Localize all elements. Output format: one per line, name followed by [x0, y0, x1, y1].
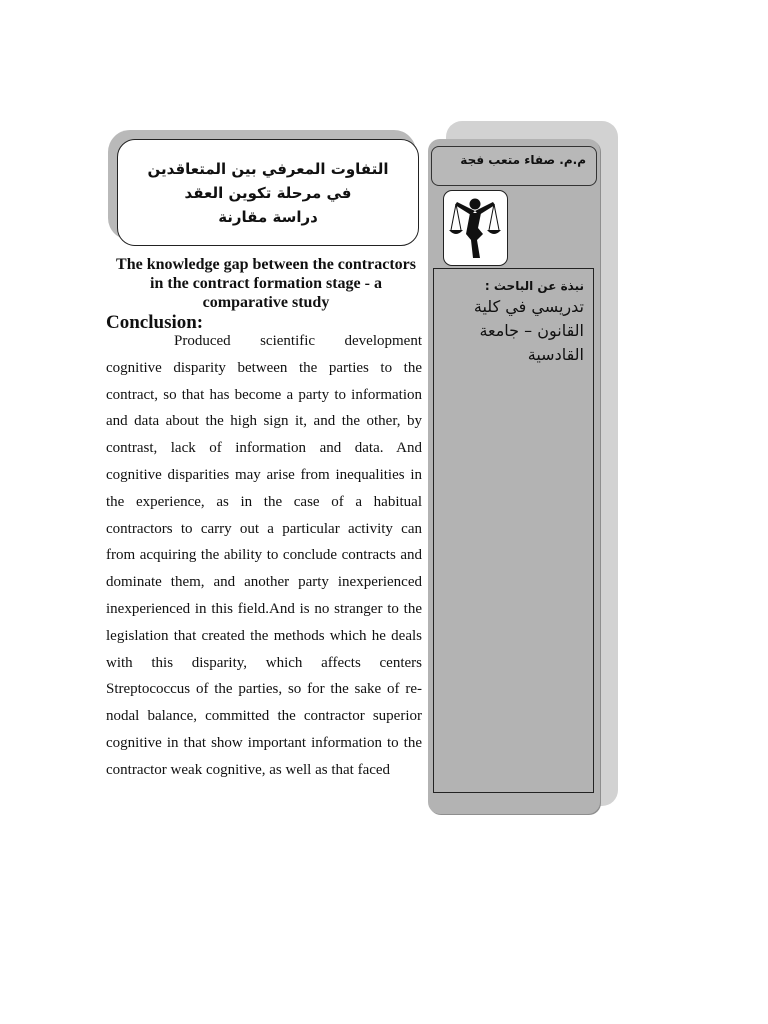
conclusion-body: Produced scientific development cognitive disparity between the parties to the contract, so that has become a party to information and data about the high sign it, and the other, by contrast, lack of information and data. And cognitive disparities may arise from inequalities in the experience, as in the case of a habitual contractors to carry out a particular activity can from acquiring the ability to conclude contracts and dominate them, and another party inexperienced inexperienced in this field.And is no stranger to the legislation that created the methods which he deals with this disparity, which affects centers Streptococcus of the parties, so for the sake of re-nodal balance, committed the contractor superior cognitive in that show important information to the contractor weak cognitive, as well as that faced	[106, 333, 422, 778]
arabic-title-line-3: دراسة مقارنة	[218, 207, 318, 226]
justice-scales-icon	[447, 194, 504, 262]
arabic-title-line-2: في مرحلة تكوين العقد	[184, 183, 352, 202]
bio-heading: نبذة عن الباحث :	[484, 279, 584, 293]
bio-text: تدريسي في كلية القانون – جامعة القادسية	[473, 297, 584, 364]
conclusion-heading: Conclusion:	[106, 312, 204, 333]
author-name: م.م. صفاء متعب فجة	[460, 153, 586, 167]
english-title: The knowledge gap between the contractors in the contract formation stage - a comparative study	[116, 256, 416, 311]
arabic-title-box	[117, 139, 419, 246]
author-name-box	[431, 146, 597, 186]
researcher-bio-box	[433, 268, 594, 793]
arabic-title-line-1: التفاوت المعرفي بين المتعاقدين	[147, 159, 389, 178]
logo-box	[443, 190, 508, 266]
